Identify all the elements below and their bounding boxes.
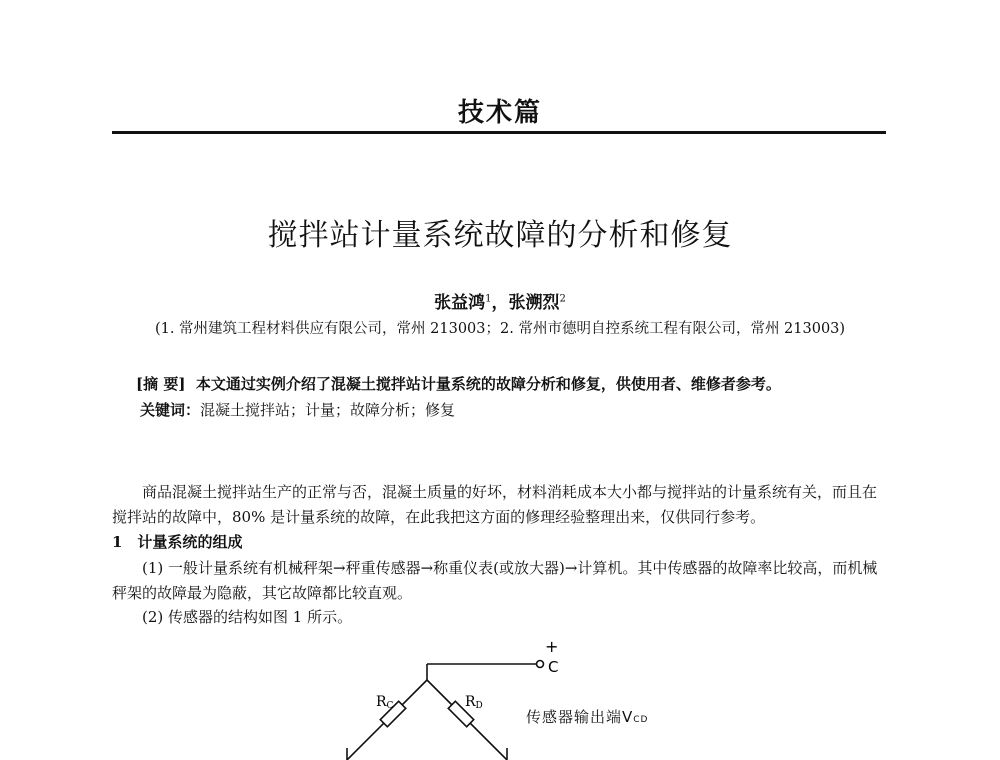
keywords-text: 混凝土搅拌站；计量；故障分析；修复 <box>200 401 456 419</box>
section-header: 技术篇 <box>457 98 542 128</box>
sensor-output-sub: CD <box>633 715 649 725</box>
body-paragraph-2: (1) 一般计量系统有机械秤架→秤重传感器→称重仪表(或放大器)→计算机。其中传感器的故障率比较高，而机械秤架的故障最为隐蔽，其它故障都比较直观。 <box>112 559 878 602</box>
body-paragraph-1: 商品混凝土搅拌站生产的正常与否，混凝土质量的好坏，材料消耗成本大小都与搅拌站的计量系统有关，而且在搅拌站的故障中，80% 是计量系统的故障，在此我把这方面的修理经验整理出来，仅供同行参考。 <box>112 483 878 526</box>
section-heading-1: 1 计量系统的组成 <box>112 533 243 551</box>
affiliations: (1. 常州建筑工程材料供应有限公司，常州 213003；2. 常州市德明自控系统工程有限公司，常州 213003) <box>154 321 846 337</box>
terminal-plus: + <box>545 637 559 656</box>
author-separator: ， <box>491 293 509 313</box>
resistor-c-sub: C <box>386 701 394 711</box>
abstract-label: [摘 要] <box>136 375 186 393</box>
author-name: 张溯烈 <box>508 293 560 313</box>
author-affil-mark: 2 <box>559 293 566 305</box>
resistor-c-label <box>376 694 394 711</box>
abstract-text: 本文通过实例介绍了混凝土搅拌站计量系统的故障分析和修复，供使用者、维修者参考。 <box>195 375 781 393</box>
terminal-c-label: C <box>548 658 559 676</box>
author-affil-mark: 1 <box>485 293 492 305</box>
article-title: 搅拌站计量系统故障的分析和修复 <box>267 218 733 253</box>
resistor-c-main: R <box>376 694 387 710</box>
resistor-d-label <box>465 694 483 711</box>
resistor-d-main: R <box>465 694 476 710</box>
terminal-c-node <box>537 661 544 668</box>
sensor-output-label <box>526 706 648 727</box>
sensor-output-main: 传感器输出端V <box>526 708 634 726</box>
author-name: 张益鸿 <box>434 293 486 313</box>
body-paragraph-3: (2) 传感器的结构如图 1 所示。 <box>142 608 353 626</box>
keywords-label: 关键词： <box>140 401 201 419</box>
resistor-d-sub: D <box>475 701 483 711</box>
